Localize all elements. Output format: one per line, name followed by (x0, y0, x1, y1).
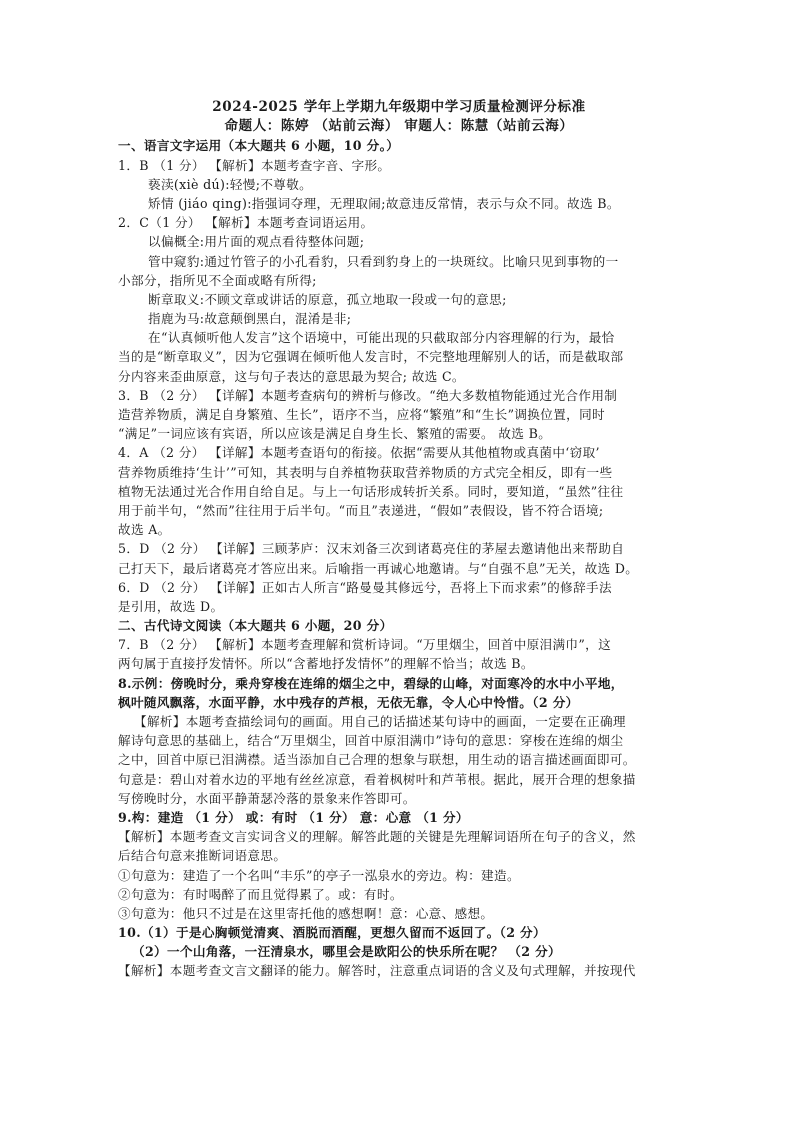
text-line: 9.构：建造 （1 分） 或：有时 （1 分） 意：心意 （1 分） (118, 809, 469, 825)
text-line: 8.示例：傍晚时分，乘舟穿梭在连绵的烟尘之中，碧绿的山峰，对面寒冷的水中小平地， (118, 675, 624, 691)
text-line: 断章取义:不顾文章或讲话的原意，孤立地取一段或一句的意思; (148, 291, 507, 307)
text-line: 造营养物质，满足自身繁殖、生长”，语序不当，应将“繁殖”和“生长”调换位置，同时 (118, 407, 605, 422)
text-line: 写傍晚时分，水面平静萧瑟冷落的景象来作答即可。 (118, 790, 416, 806)
text-line: 【解析】本题考查文言实词含义的理解。解答此题的关键是先理解词语所在句子的含义，然 (118, 829, 636, 845)
text-line: 己打天下，最后诸葛亮才答应出来。后喻指一再诚心地邀请。与“自强不息”无关，故选 D。 (118, 560, 639, 576)
text-line: 【解析】本题考查描绘词句的画面。用自己的话描述某句诗中的画面，一定要在正确理 (134, 714, 626, 729)
text-line: 指鹿为马:故意颠倒黑白，混淆是非; (148, 311, 352, 327)
text-line: 之中，回首中原已泪满襟。适当添加自己合理的想象与联想，用生动的语言描述画面即可。 (118, 752, 636, 768)
text-line: 矫情 (jiáo qing):指强词夺理，无理取闹;故意违反常情，表示与众不同。故选 B。 (148, 195, 620, 211)
text-line: 2．C（1 分） 【解析】本题考查词语运用。 (118, 215, 374, 231)
text-line: 是引用，故选 D。 (118, 598, 224, 614)
text-line: 解诗句意思的基础上，结合“万里烟尘，回首中原泪满巾”诗句的意思：穿梭在连绵的烟尘 (118, 733, 624, 749)
text-line: 10.（1）于是心胸顿觉清爽、酒脱而酒醒，更想久留而不返回了。（2 分） (118, 925, 546, 941)
text-line: “满足”一词应该有宾语，所以应该是满足自身生长、繁殖的需要。 故选 B。 (118, 426, 552, 442)
text-line: ③句意为：他只不过是在这里寄托他的感想啊！意：心意、感想。 (118, 905, 494, 921)
answer-key-page (118, 98, 680, 981)
text-line: 营养物质维持‘生计’”可知，其表明与自养植物获取营养物质的方式完全相反，即有一些 (118, 464, 613, 480)
text-line: 3．B （2 分） 【详解】本题考查病句的辨析与修改。“绝大多数植物能通过光合作用制 (118, 387, 618, 403)
document-body (118, 136, 680, 980)
text-line: 在“认真倾听他人发言”这个语境中，可能出现的只截取部分内容理解的行为，最恰 (148, 330, 615, 346)
text-line: 用于前半句，“然而”往往用于后半句。“而且”表递进，“假如”表假设，皆不符合语境; (118, 502, 604, 518)
document-authors: 命题人：陈婷 （站前云海） 审题人：陈慧（站前云海） (224, 118, 574, 135)
text-line: （2）一个山角落，一汪清泉水，哪里会是欧阳公的快乐所在呢？ （2 分） (132, 944, 561, 960)
document-title: 2024-2025 学年上学期九年级期中学习质量检测评分标准 (212, 99, 586, 115)
text-line: 1．B （1 分） 【解析】本题考查字音、字形。 (118, 157, 391, 173)
text-line: 当的是“断章取义”，因为它强调在倾听他人发言时，不完整地理解别人的话，而是截取部 (118, 349, 624, 365)
text-line: 亵渎(xiè dú):轻慢;不尊敬。 (148, 176, 313, 192)
text-line: 以偏概全:用片面的观点看待整体问题; (148, 234, 365, 250)
text-line: 故选 A。 (118, 522, 171, 538)
text-line: 一、语言文字运用（本大题共 6 小题，10 分。） (118, 138, 400, 154)
text-line: 【解析】本题考查文言文翻译的能力。解答时，注意重点词语的含义及句式理解，并按现代 (118, 963, 636, 979)
text-line: 7．B （2 分） 【解析】本题考查理解和赏析诗词。“万里烟尘，回首中原泪满巾”，这 (118, 637, 612, 653)
text-line: 5．D （2 分） 【详解】三顾茅庐：汉末刘备三次到诸葛亮住的茅屋去邀请他出来帮助自 (118, 541, 625, 557)
text-line: 植物无法通过光合作用自给自足。与上一句话形成转折关系。同时，要知道，“虽然”往往 (118, 483, 624, 499)
text-line: 小部分，指所见不全面或略有所得; (118, 272, 317, 288)
text-line: ①句意为：建造了一个名叫“丰乐”的亭子一泓泉水的旁边。构：建造。 (118, 867, 520, 883)
text-line: 二、古代诗文阅读（本大题共 6 小题，20 分） (118, 618, 393, 634)
text-line: 句意是：碧山对着水边的平地有丝丝凉意，看着枫树叶和芦苇根。据此，展开合理的想象描 (118, 771, 636, 787)
text-line: 两句属于直接抒发情怀。所以“含蓄地抒发情怀”的理解不恰当；故选 B。 (118, 656, 534, 672)
text-line: 后结合句意来推断词语意思。 (118, 848, 287, 864)
text-line: ②句意为：有时喝醉了而且觉得累了。或：有时。 (118, 886, 403, 902)
text-line: 枫叶随风飘落，水面平静，水中残存的芦根，无依无靠，令人心中怜惜。（2 分） (118, 694, 579, 710)
text-line: 分内容来歪曲原意，这与句子表达的意思最为契合; 故选 C。 (118, 368, 465, 384)
text-line: 6．D （2 分） 【详解】正如古人所言“路曼曼其修远兮，吾将上下而求索”的修辞手法 (118, 579, 612, 595)
text-line: 4．A （2 分） 【详解】本题考查语句的衔接。依据“需要从其他植物或真菌中‘窃取’ (118, 445, 600, 461)
text-line: 管中窥豹:通过竹管子的小孔看豹，只看到豹身上的一块斑纹。比喻只见到事物的一 (148, 253, 619, 269)
